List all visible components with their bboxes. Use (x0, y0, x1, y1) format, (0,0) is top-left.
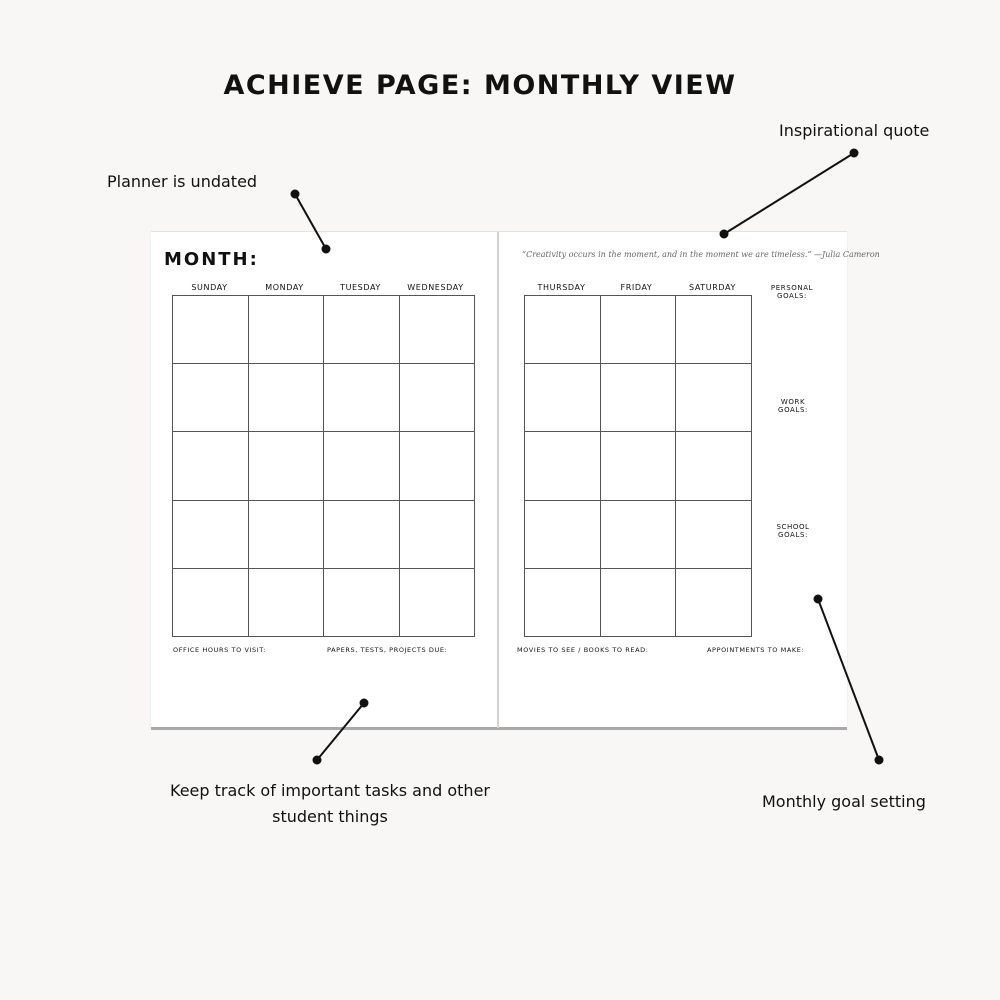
inspirational-quote: “Creativity occurs in the moment, and in the moment we are timeless.” —Julia Cameron (522, 250, 880, 259)
callout-line-quote (724, 153, 854, 234)
appointments-label: APPOINTMENTS TO MAKE: (707, 646, 805, 654)
school-goals-line1: SCHOOL (776, 523, 810, 531)
callout-dot-quote-start (851, 150, 858, 157)
work-goals-line1: WORK (780, 398, 806, 406)
annotation-planner-undated: Planner is undated (107, 172, 258, 191)
day-wednesday: WEDNESDAY (407, 283, 464, 292)
day-saturday: SATURDAY (689, 283, 736, 292)
callout-dot-undated-start (292, 191, 299, 198)
school-goals-line2: GOALS: (778, 531, 808, 539)
annotation-inspirational-quote: Inspirational quote (779, 121, 930, 140)
callout-dot-quote-end (721, 231, 728, 238)
day-sunday: SUNDAY (191, 283, 228, 292)
day-thursday: THURSDAY (537, 283, 586, 292)
day-monday: MONDAY (265, 283, 304, 292)
office-hours-label: OFFICE HOURS TO VISIT: (173, 646, 266, 654)
callout-dot-undated-end (323, 246, 330, 253)
work-goals-line2: GOALS: (778, 406, 808, 414)
papers-tests-projects-label: PAPERS, TESTS, PROJECTS DUE: (327, 646, 448, 654)
callout-dot-goals-end (876, 757, 883, 764)
annotation-important-tasks: Keep track of important tasks and other student things (170, 781, 490, 826)
annotation-monthly-goal-setting: Monthly goal setting (762, 792, 926, 811)
callout-line-undated (295, 194, 326, 249)
page-title: ACHIEVE PAGE: MONTHLY VIEW (223, 70, 737, 101)
day-friday: FRIDAY (620, 283, 653, 292)
callout-dot-goals-start (815, 596, 822, 603)
month-label: MONTH: (164, 249, 259, 270)
day-tuesday: TUESDAY (340, 283, 381, 292)
movies-books-label: MOVIES TO SEE / BOOKS TO READ: (517, 646, 649, 654)
callout-dot-tasks-start (361, 700, 368, 707)
callout-line-tasks (317, 703, 364, 760)
personal-goals-line1: PERSONAL (770, 284, 814, 292)
personal-goals-line2: GOALS: (777, 292, 807, 300)
callout-dot-tasks-end (314, 757, 321, 764)
callout-line-goals (818, 599, 879, 760)
